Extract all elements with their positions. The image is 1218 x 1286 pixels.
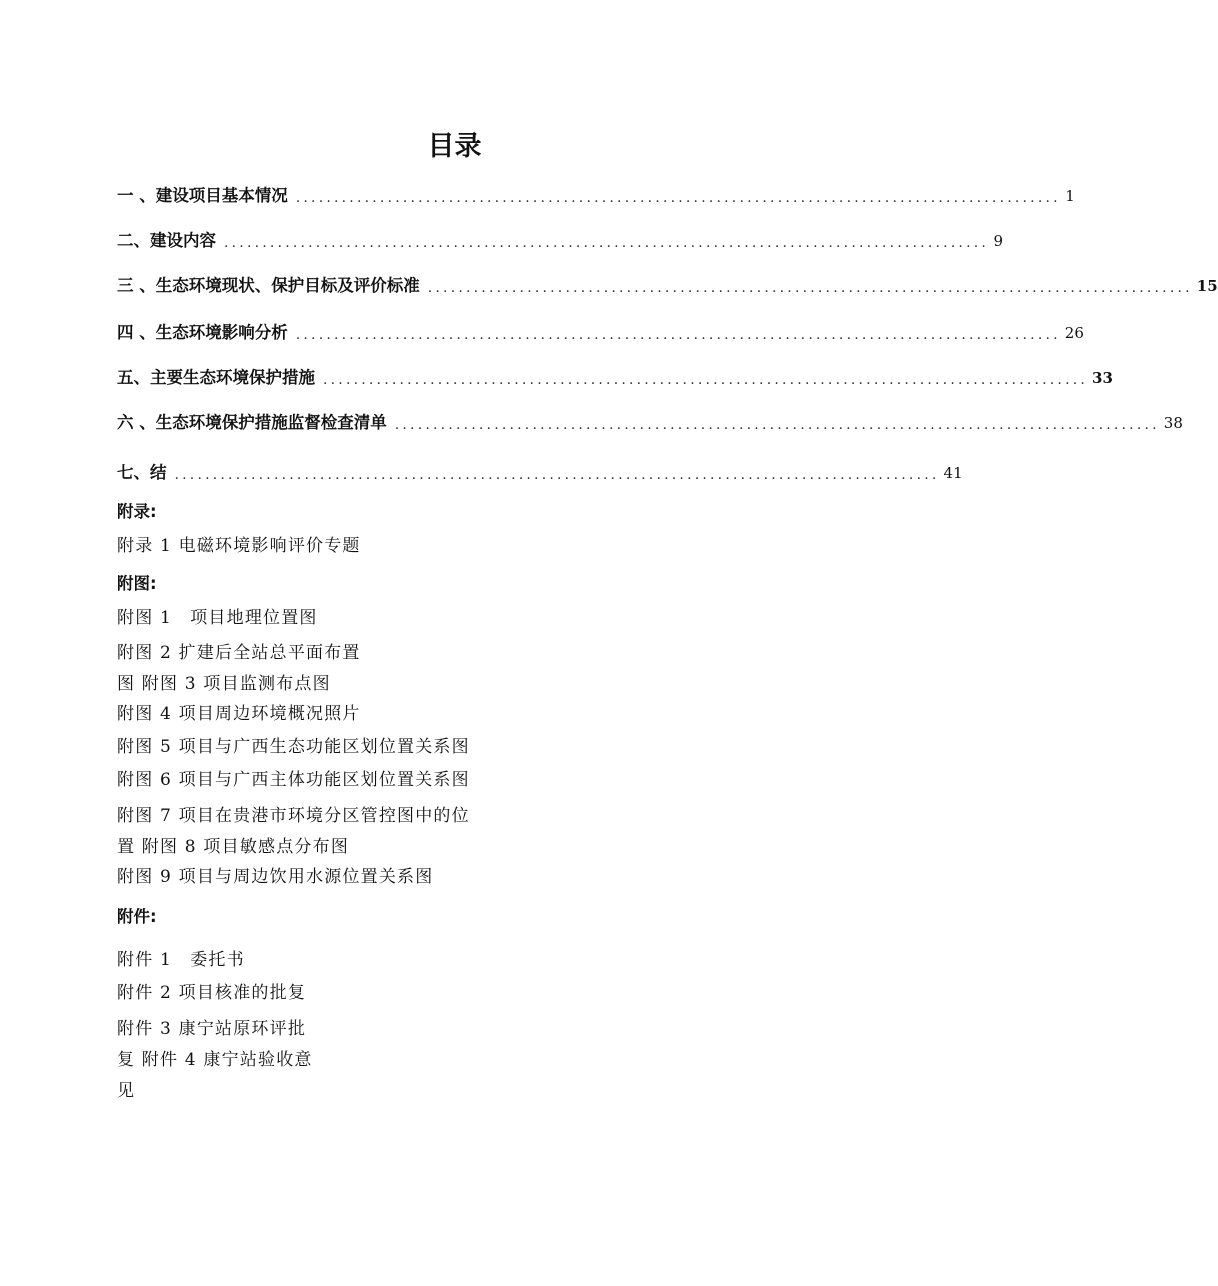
toc-entry-page: 1: [1065, 187, 1075, 205]
toc-entry[interactable]: [117, 410, 1183, 436]
toc-entry-label: 六 、生态环境保护措施监督检查清单: [117, 413, 387, 432]
appendix-item: 附录 1 电磁环境影响评价专题: [117, 536, 361, 556]
toc-entry-page: 9: [993, 232, 1004, 250]
figure-line: 附图 1 项目地理位置图: [117, 608, 318, 628]
toc-leader-dots: ....................................................................................................: [323, 372, 1089, 388]
document-title: 目录: [427, 131, 482, 162]
figures-heading: 附图:: [117, 574, 157, 593]
toc-leader-dots: ....................................................................................................: [174, 467, 940, 483]
toc-entry[interactable]: [117, 320, 1084, 346]
toc-entry-page: 38: [1163, 414, 1183, 432]
toc-entry-page: 41: [943, 464, 963, 482]
toc-entry-label: 二、建设内容: [117, 231, 216, 250]
toc-leader-dots: ....................................................................................................: [394, 417, 1160, 433]
attachment-line: 见: [117, 1081, 136, 1101]
figure-line: 附图 7 项目在贵港市环境分区管控图中的位: [117, 806, 470, 826]
figure-line: 图 附图 3 项目监测布点图: [117, 674, 331, 694]
toc-leader-dots: ....................................................................................................: [224, 235, 990, 251]
toc-leader-dots: ....................................................................................................: [295, 327, 1061, 343]
attachments-heading: 附件:: [117, 907, 157, 926]
toc-entry-label: 五、主要生态环境保护措施: [117, 368, 315, 387]
attachment-line: 附件 1 委托书: [117, 950, 245, 970]
toc-entry-label: 四 、生态环境影响分析: [117, 323, 288, 342]
toc-entry[interactable]: [117, 273, 1218, 299]
attachment-line: 复 附件 4 康宁站验收意: [117, 1050, 313, 1070]
toc-entry-label: 三 、生态环境现状、保护目标及评价标准: [117, 276, 420, 295]
toc-entry-page: 15: [1196, 277, 1218, 295]
figure-line: 附图 5 项目与广西生态功能区划位置关系图: [117, 737, 470, 757]
toc-leader-dots: ....................................................................................................: [295, 190, 1061, 206]
toc-entry-label: 七、结: [117, 463, 167, 482]
toc-entry[interactable]: [117, 460, 963, 486]
toc-leader-dots: ....................................................................................................: [427, 280, 1193, 296]
toc-entry[interactable]: [117, 228, 1004, 254]
toc-entry[interactable]: [117, 183, 1075, 209]
figure-line: 附图 4 项目周边环境概况照片: [117, 704, 361, 724]
figure-line: 附图 9 项目与周边饮用水源位置关系图: [117, 867, 434, 887]
toc-entry-page: 33: [1092, 369, 1113, 387]
figure-line: 置 附图 8 项目敏感点分布图: [117, 837, 350, 857]
toc-entry-page: 26: [1064, 324, 1084, 342]
figure-line: 附图 6 项目与广西主体功能区划位置关系图: [117, 770, 470, 790]
attachment-line: 附件 3 康宁站原环评批: [117, 1019, 307, 1039]
figure-line: 附图 2 扩建后全站总平面布置: [117, 643, 361, 663]
toc-entry-label: 一 、建设项目基本情况: [117, 186, 288, 205]
attachment-line: 附件 2 项目核准的批复: [117, 983, 307, 1003]
appendix-heading: 附录:: [117, 502, 157, 521]
toc-entry[interactable]: [117, 365, 1113, 391]
